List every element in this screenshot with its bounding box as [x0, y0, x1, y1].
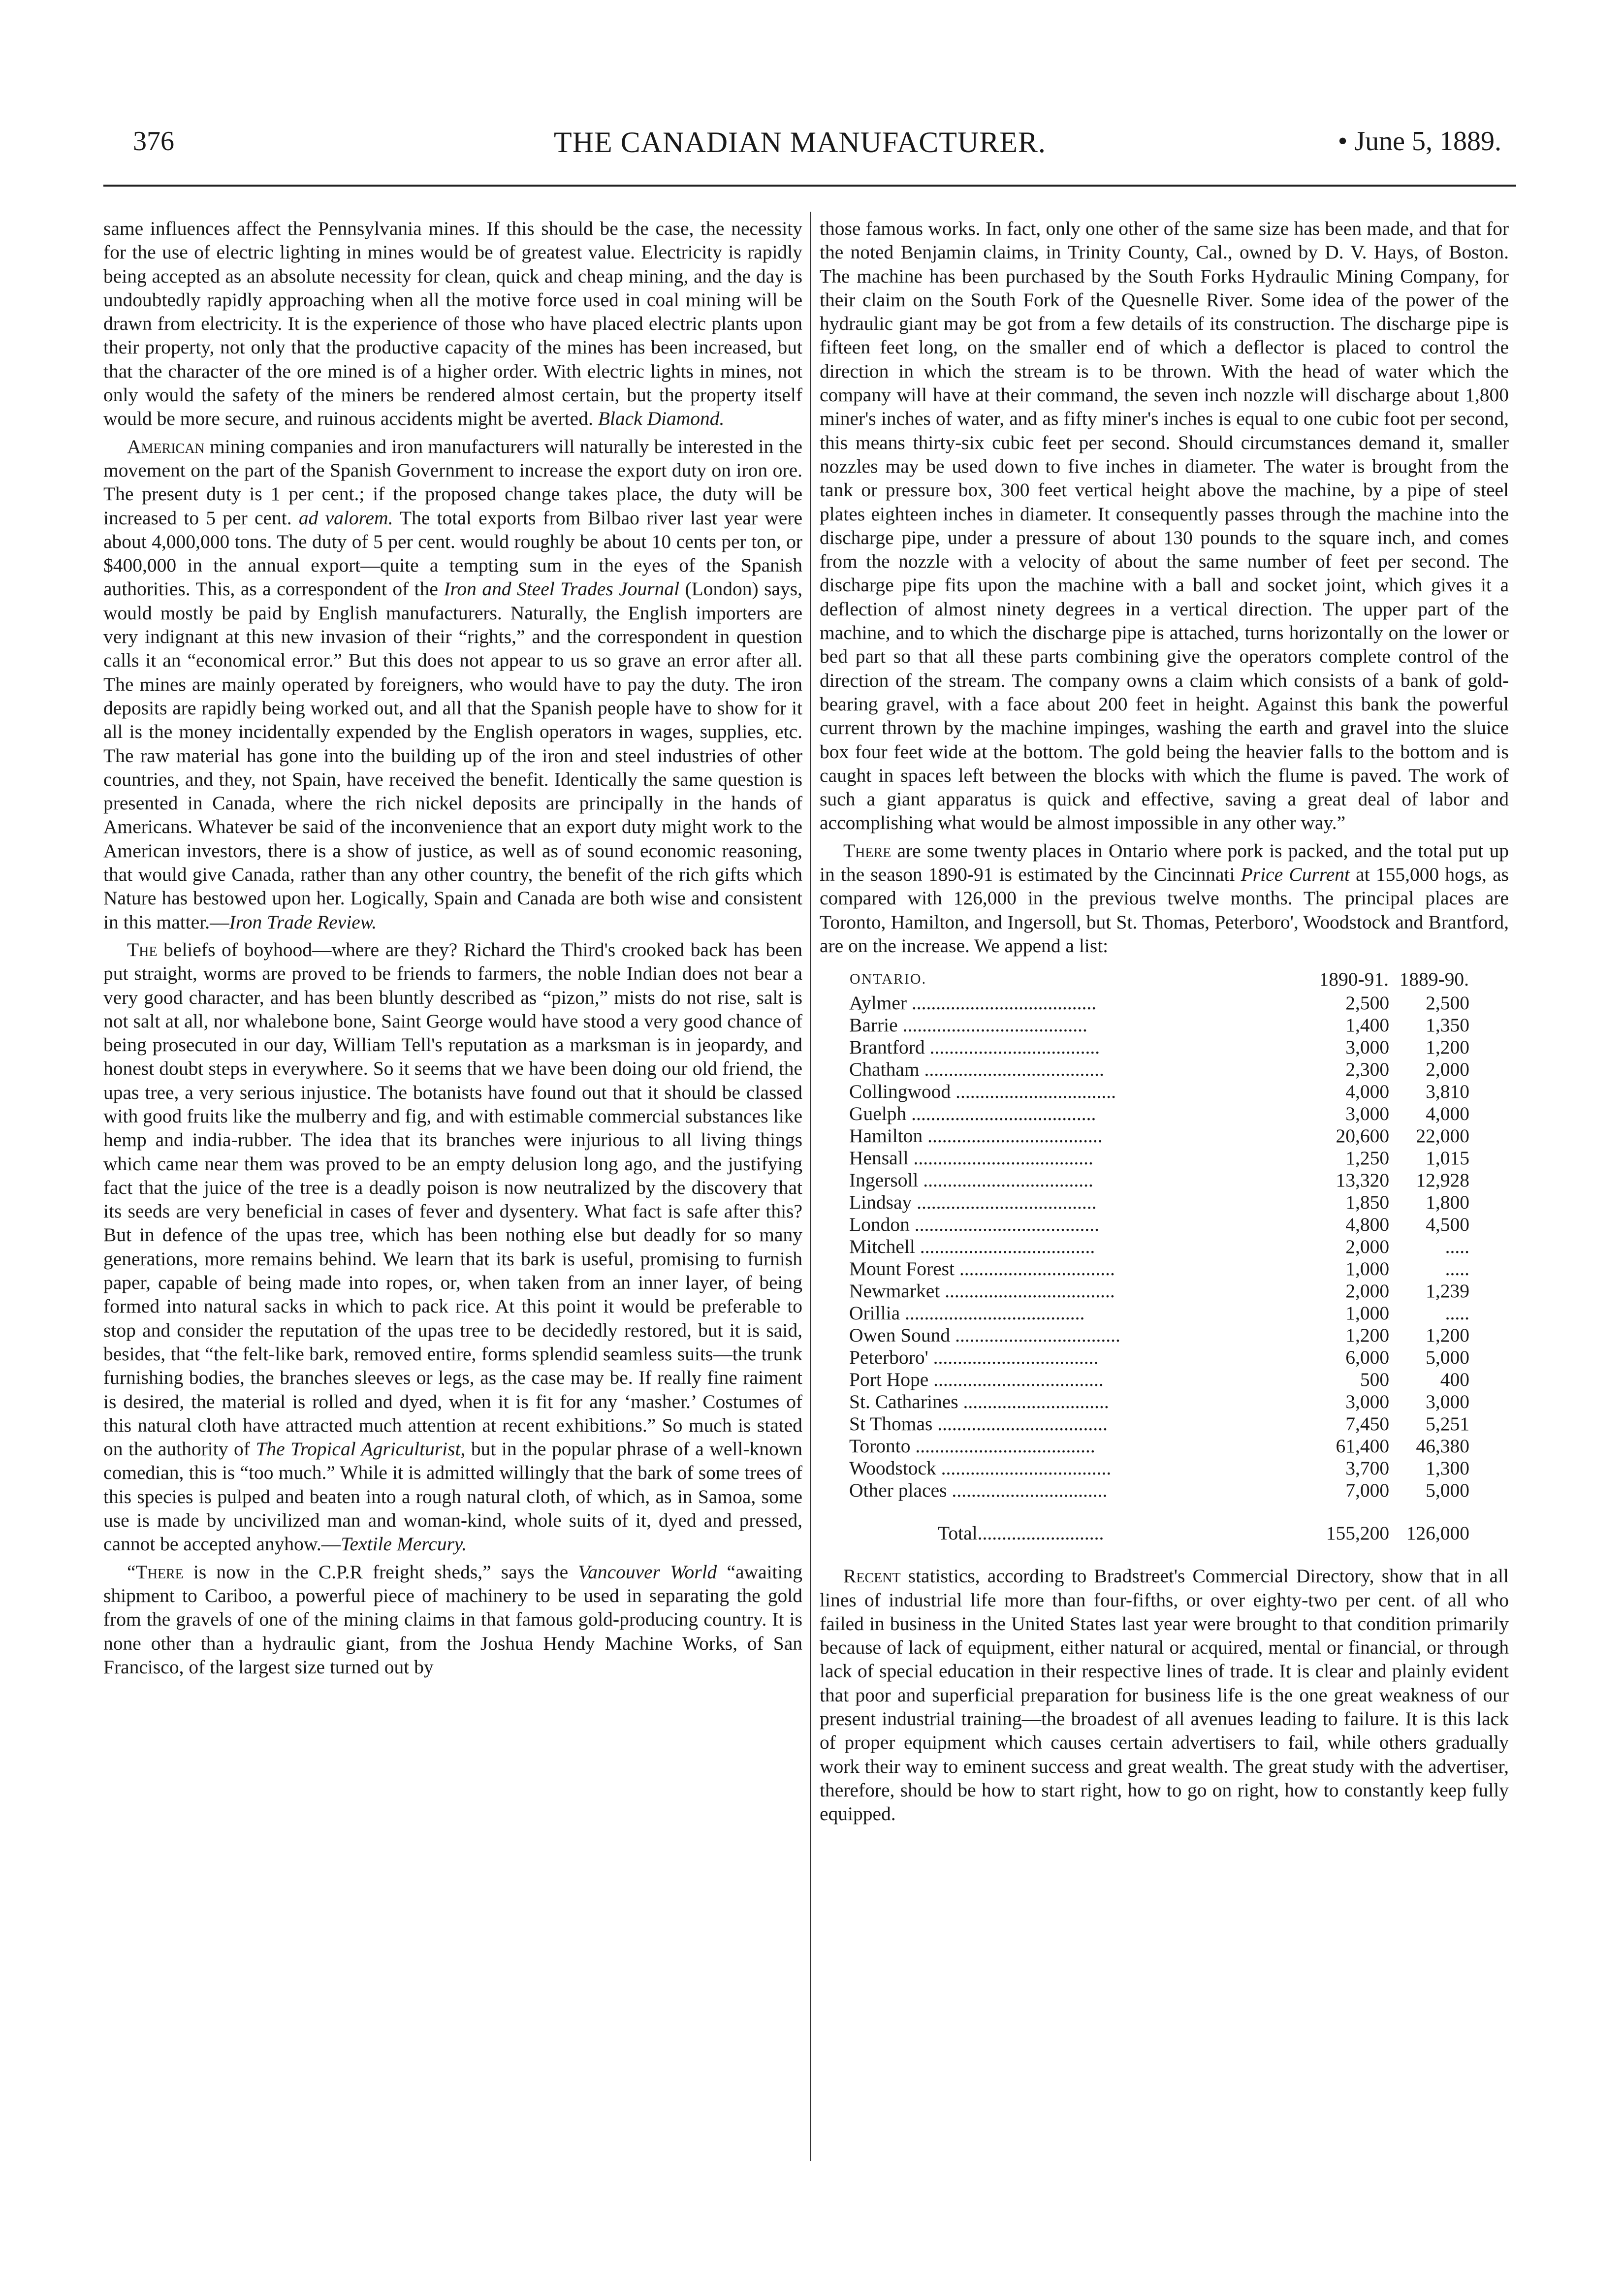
journal-name: Iron and Steel Trades Journal: [444, 578, 680, 600]
dot-leader: ...................................: [936, 1457, 1112, 1479]
table-row: [849, 1302, 1469, 1324]
table-row: [849, 1103, 1469, 1125]
dot-leader: ...................................: [928, 1369, 1104, 1391]
publication-title: THE CANADIAN MANUFACTURER.: [554, 126, 1046, 159]
table-row: [849, 1169, 1469, 1191]
total-1890-91: 155,200: [1326, 1522, 1390, 1544]
count-1889-90: .....: [1445, 1302, 1469, 1324]
place-name: Other places ................................: [849, 1479, 1108, 1502]
article-bradstreet-statistics: Recent statistics, according to Bradstreet's Commercial Directory, show that in all lines of industrial life more than four-fifths, or over eighty-two per cent. of all who failed in business in the United States last year were brought to that condition primarily because of lack of equipment, either natural or acquired, mental or financial, or through lack of special education in their respective lines of trade. It is clear and plainly evident that poor and superficial preparation for business life is the one great weakness of our present industrial training—the broadest of all avenues leading to failure. It is this lack of proper equipment which causes certain advertisers to fail, while others gradually work their way to eminent success and great wealth. The great study with the advertiser, therefore, should be how to start right, how to go on right, how to constantly keep fully equipped.: [820, 1565, 1509, 1825]
table-row: [849, 1081, 1469, 1103]
count-1889-90: 5,000: [1426, 1346, 1469, 1369]
count-1890-91: 1,200: [1345, 1324, 1390, 1346]
count-1890-91: 1,000: [1345, 1258, 1390, 1280]
dot-leader: ..........................: [977, 1522, 1104, 1544]
table-row: [849, 1191, 1469, 1214]
table-row: [849, 1036, 1469, 1058]
count-1890-91: 1,850: [1345, 1191, 1390, 1214]
count-1889-90: 1,239: [1426, 1280, 1469, 1302]
count-1889-90: 400: [1440, 1369, 1469, 1391]
count-1890-91: 1,400: [1345, 1014, 1390, 1036]
column-header: 1890-91.: [1319, 968, 1389, 991]
place-name: Collingwood .................................: [849, 1081, 1116, 1103]
article-hydraulic-giant: “There is now in the C.P.R freight sheds,” says the Vancouver World “awaiting shipment to Cariboo, a powerful piece of machinery to be used in separating the gold from the gravels of one of the mining claims in that famous gold-producing country. It is none other than a hydraulic giant, from the Joshua Hendy Machine Works, of San Francisco, of the largest size turned out by: [103, 1561, 802, 1678]
column-header: 1889-90.: [1399, 968, 1469, 991]
count-1889-90: 4,000: [1426, 1103, 1469, 1125]
table-row: [849, 1413, 1469, 1435]
table-row: [849, 1125, 1469, 1147]
place-name: Port Hope ...................................: [849, 1369, 1104, 1391]
dot-leader: .....................................: [900, 1302, 1085, 1324]
count-1889-90: 1,200: [1426, 1324, 1469, 1346]
column-divider: [810, 212, 811, 2161]
lead-word: The: [127, 938, 158, 961]
table-row: [849, 1324, 1469, 1346]
dot-leader: ...................................: [932, 1413, 1108, 1435]
count-1890-91: 2,000: [1345, 1236, 1390, 1258]
journal-name: Price Current: [1241, 864, 1350, 886]
column-header: ONTARIO.: [850, 971, 927, 988]
header-rule: [103, 185, 1516, 187]
dot-leader: ...................................: [940, 1280, 1115, 1302]
count-1890-91: 4,000: [1345, 1081, 1390, 1103]
count-1890-91: 61,400: [1336, 1435, 1390, 1457]
place-name: London ......................................: [849, 1214, 1100, 1236]
count-1890-91: 1,000: [1345, 1302, 1390, 1324]
table-row: [849, 1479, 1469, 1502]
count-1889-90: 1,300: [1426, 1457, 1469, 1479]
table-row: [849, 1058, 1469, 1081]
count-1889-90: 1,015: [1426, 1147, 1469, 1169]
count-1889-90: .....: [1445, 1236, 1469, 1258]
dot-leader: ......................................: [907, 992, 1097, 1014]
right-column: [820, 217, 1509, 1829]
place-name: Newmarket ...................................: [849, 1280, 1115, 1302]
article-text: same influences affect the Pennsylvania mines. If this should be the case, the necessity for the use of electric lighting in mines would be of greatest value. Electricity is rapidly being accepted as an absolute necessity for clean, quick and cheap mining, and the day is undoubtedly rapidly approaching when all the motive force used in coal mining will be drawn from electricity. It is the experience of those who have placed electric plants upon their property, not only that the productive capacity of the mines has been increased, but that the character of the ore mined is of a higher order. With electric lights in mines, not only would the safety of the miners be rendered almost certain, but the property itself would be more secure, and ruinous accidents might be averted.: [103, 218, 802, 430]
count-1889-90: 2,000: [1426, 1058, 1469, 1081]
place-name: Hensall .....................................: [849, 1147, 1093, 1169]
place-name: Orillia .....................................: [849, 1302, 1085, 1324]
table-row: [849, 1391, 1469, 1413]
dot-leader: .....................................: [919, 1058, 1104, 1081]
place-name: Barrie ......................................: [849, 1014, 1087, 1036]
source-credit: Textile Mercury.: [341, 1533, 467, 1555]
place-name: St Thomas ...................................: [849, 1413, 1108, 1435]
dot-leader: ......................................: [909, 1214, 1100, 1236]
article-ontario-pork: There are some twenty places in Ontario where pork is packed, and the total put up in the season 1890-91 is estimated by the Cincinnati Price Current at 155,000 hogs, as compared with 126,000 in the previous twelve months. The principal places are Toronto, Hamilton, and Ingersoll, but St. Thomas, Peterboro', Woodstock and Brantford, are on the increase. We append a list:: [820, 839, 1509, 957]
place-name: Hamilton ....................................: [849, 1125, 1103, 1147]
count-1890-91: 7,450: [1345, 1413, 1390, 1435]
dot-leader: ................................: [954, 1258, 1115, 1280]
page-header: [98, 126, 1501, 165]
journal-name: Vancouver World: [578, 1561, 717, 1583]
dot-leader: ...................................: [918, 1169, 1093, 1191]
dot-leader: ..............................: [958, 1391, 1109, 1413]
count-1889-90: 22,000: [1416, 1125, 1469, 1147]
count-1889-90: 46,380: [1416, 1435, 1469, 1457]
place-name: Ingersoll ...................................: [849, 1169, 1093, 1191]
table-header-row: [849, 966, 1469, 992]
table-row: [849, 1214, 1469, 1236]
count-1890-91: 3,000: [1345, 1103, 1390, 1125]
dot-leader: ......................................: [897, 1014, 1087, 1036]
table-row: [849, 1280, 1469, 1302]
place-name: Owen Sound ..................................: [849, 1324, 1120, 1346]
dot-leader: .................................: [951, 1081, 1116, 1103]
count-1889-90: 3,000: [1426, 1391, 1469, 1413]
place-name: Aylmer ......................................: [849, 992, 1097, 1014]
count-1889-90: 5,251: [1426, 1413, 1469, 1435]
count-1889-90: 12,928: [1416, 1169, 1469, 1191]
place-name: Brantford ...................................: [849, 1036, 1100, 1058]
count-1889-90: 2,500: [1426, 992, 1469, 1014]
article-spanish-duty: American mining companies and iron manufacturers will naturally be interested in the movement on the part of the Spanish Government to increase the export duty on iron ore. The present duty is 1 per cent.; if the proposed change takes place, the duty will be increased to 5 per cent. ad valorem. The total exports from Bilbao river last year were about 4,000,000 tons. The duty of 5 per cent. would roughly be about 10 cents per ton, or $400,000 in the annual export—quite a tempting sum in the eyes of the Spanish authorities. This, as a correspondent of the Iron and Steel Trades Journal (London) says, would mostly be paid by English manufacturers. Naturally, the English importers are very indignant at this new invasion of their “rights,” and the correspondent in question calls it an “economical error.” But this does not appear to us so grave an error after all. The mines are mainly operated by foreigners, who would have to pay the duty. The iron deposits are rapidly being worked out, and all that the Spanish people have to show for it all is the money incidentally expended by the English operators in wages, supplies, etc. The raw material has gone into the building up of the iron and steel industries of other countries, and they, not Spain, have received the benefit. Identically the same question is presented in Canada, where the rich nickel deposits are principally in the hands of Americans. Whatever be said of the inconvenience that an export duty might work to the American investors, there is a show of justice, as well as of sound economic reasoning, that would give Canada, rather than any other country, the benefit of the rich gifts which Nature has bestowed upon her. Logically, Spain and Canada are both wise and consistent in this matter.—Iron Trade Review.: [103, 435, 803, 933]
dot-leader: ..................................: [950, 1324, 1120, 1346]
table-row: [849, 1236, 1469, 1258]
dot-leader: ......................................: [906, 1103, 1096, 1125]
place-name: Mitchell ....................................: [849, 1236, 1095, 1258]
total-label: Total..........................: [938, 1522, 1104, 1544]
count-1889-90: 4,500: [1426, 1214, 1469, 1236]
table-row: [849, 1435, 1469, 1457]
journal-name: The Tropical Agriculturist,: [255, 1438, 466, 1460]
dot-leader: ....................................: [915, 1236, 1095, 1258]
dot-leader: .....................................: [912, 1191, 1097, 1214]
dot-leader: ................................: [947, 1479, 1108, 1502]
place-name: Mount Forest ................................: [849, 1258, 1115, 1280]
pork-packing-table: [849, 966, 1469, 1544]
count-1889-90: 3,810: [1426, 1081, 1469, 1103]
table-row: [849, 1346, 1469, 1369]
article-upas-tree: The beliefs of boyhood—where are they? Richard the Third's crooked back has been put straight, worms are proved to be friends to farmers, the noble Indian does not bear a very good character, and has been bluntly described as “pizon,” mists do not rise, salt is not salt at all, nor whalebone bone, Saint George would have stood a very good chance of being prosecuted in our day, William Tell's reputation as a marksman is in jeopardy, and honest doubt steps in everywhere. So it seems that we have been doing our old friend, the upas tree, a very serious injustice. The botanists have found out that it should be classed with good fruits like the mulberry and fig, and with estimable commercial substances like hemp and india-rubber. The idea that its branches were injurious to all living things which came near them was proved to be an empty delusion long ago, and the justifying fact that the juice of the tree is a deadly poison is now neutralized by the discovery that its seeds are very beneficial in cases of fever and dysentery. What fact is safe after this? But in defence of the upas tree, which has been nothing else but deadly for so many generations, more remains behind. We learn that its bark is useful, promising to furnish paper, capable of being made into ropes, or, when taken from an inner layer, of being formed into natural sacks in which to pack rice. At this point it would be preferable to stop and consider the reputation of the upas tree to be decidedly restored, but it is said, besides, that “the felt-like bark, removed entire, forms splendid seamless suits—the trunk furnishing bodies, the branches sleeves or legs, as the case may be. If really fine raiment is desired, the material is rolled and dyed, when it is fit for any ‘masher.’ Costumes of this natural cloth have attracted much attention at recent exhibitions.” So much is stated on the authority of The Tropical Agriculturist, but in the popular phrase of a well-known comedian, this is “too much.” While it is admitted willingly that the bark of some trees of this species is pulped and beaten into a rough natural cloth, of which, as in Samoa, some use is made by uncivilized man and woman-kind, whole suits of it, dyed and pressed, cannot be accepted anyhow.—Textile Mercury.: [103, 938, 802, 1555]
dot-leader: ..................................: [928, 1346, 1099, 1369]
lead-word: American: [127, 435, 205, 457]
count-1890-91: 1,250: [1345, 1147, 1390, 1169]
count-1890-91: 2,500: [1345, 992, 1390, 1014]
count-1890-91: 20,600: [1336, 1125, 1390, 1147]
count-1889-90: 1,200: [1426, 1036, 1469, 1058]
dot-leader: .....................................: [908, 1147, 1093, 1169]
count-1889-90: 5,000: [1426, 1479, 1469, 1502]
place-name: Lindsay .....................................: [849, 1191, 1097, 1214]
count-1890-91: 3,000: [1345, 1036, 1390, 1058]
page-number: 376: [133, 126, 174, 157]
table-row: [849, 1258, 1469, 1280]
count-1890-91: 500: [1360, 1369, 1390, 1391]
lead-word: Recent: [843, 1565, 901, 1587]
dot-leader: .....................................: [910, 1435, 1095, 1457]
table-row: [849, 1014, 1469, 1036]
table-row: [849, 1457, 1469, 1479]
article-electric-mining: [103, 217, 802, 431]
count-1890-91: 7,000: [1345, 1479, 1390, 1502]
article-hydraulic-giant-continued: those famous works. In fact, only one other of the same size has been made, and that for the noted Benjamin claims, in Trinity County, Cal., owned by D. V. Hays, of Boston. The machine has been purchased by the South Forks Hydraulic Mining Company, for their claim on the South Fork of the Quesnelle River. Some idea of the power of the hydraulic giant may be got from a few details of its construction. The discharge pipe is fifteen feet long, on the smaller end of which a deflector is placed to control the direction in which the stream is to be thrown. With the head of water which the company will have at their command, the seven inch nozzle will discharge about 1,800 miner's inches of water, and as fifty miner's inches is equal to one cubic foot per second, this means thirty-six cubic feet per second. Should circumstances demand it, smaller nozzles may be used down to five inches in diameter. The water is brought from the tank or pressure box, 300 feet vertical height above the machine, by a pipe of steel plates eighteen inches in diameter. It consequently passes through the machine into the discharge pipe, under a pressure of about 130 pounds to the square inch, and comes from the nozzle with a velocity of about the same number of feet per second. The discharge pipe fits upon the machine with a ball and socket joint, which gives it a deflection of almost ninety degrees in a vertical direction. The upper part of the machine, and to which the discharge pipe is attached, turns horizontally on the lower or bed part so that all these parts combining give the operators complete control of the direction of the stream. The company owns a claim which consists of a bank of gold-bearing gravel, with a face about 200 feet in height. Against this bank the powerful current thrown by the machine impinges, washing the earth and gravel into the sluice box four feet wide at the bottom. The gold being the heavier falls to the bottom and is caught in spaces left between the blocks with which the flume is paved. The work of such a giant apparatus is quick and effective, saving a great deal of labor and accomplishing what would be almost impossible in any other way.”: [820, 218, 1509, 834]
count-1890-91: 6,000: [1345, 1346, 1390, 1369]
table-row: [849, 1369, 1469, 1391]
count-1889-90: 1,800: [1426, 1191, 1469, 1214]
table-row: [849, 992, 1469, 1014]
total-1889-90: 126,000: [1406, 1522, 1469, 1544]
table-body: [849, 992, 1469, 1544]
dot-leader: ....................................: [923, 1125, 1103, 1147]
count-1890-91: 2,300: [1345, 1058, 1390, 1081]
source-credit: Black Diamond.: [598, 408, 725, 430]
count-1889-90: 1,350: [1426, 1014, 1469, 1036]
source-credit: Iron Trade Review.: [229, 911, 377, 933]
place-name: St. Catharines ..............................: [849, 1391, 1109, 1413]
place-name: Toronto .....................................: [849, 1435, 1095, 1457]
table-total-row: [849, 1502, 1469, 1544]
issue-date: • June 5, 1889.: [1337, 126, 1501, 157]
table-row: [849, 1147, 1469, 1169]
count-1890-91: 3,000: [1345, 1391, 1390, 1413]
count-1890-91: 4,800: [1345, 1214, 1390, 1236]
place-name: Guelph ......................................: [849, 1103, 1096, 1125]
lead-word: “There: [127, 1561, 184, 1583]
count-1890-91: 3,700: [1345, 1457, 1390, 1479]
lead-word: There: [843, 839, 892, 862]
left-column: [103, 217, 802, 1683]
count-1890-91: 2,000: [1345, 1280, 1390, 1302]
dot-leader: ...................................: [924, 1036, 1100, 1058]
place-name: Peterboro' ..................................: [849, 1346, 1099, 1369]
count-1890-91: 13,320: [1336, 1169, 1390, 1191]
place-name: Chatham .....................................: [849, 1058, 1104, 1081]
count-1889-90: .....: [1445, 1258, 1469, 1280]
place-name: Woodstock ...................................: [849, 1457, 1112, 1479]
